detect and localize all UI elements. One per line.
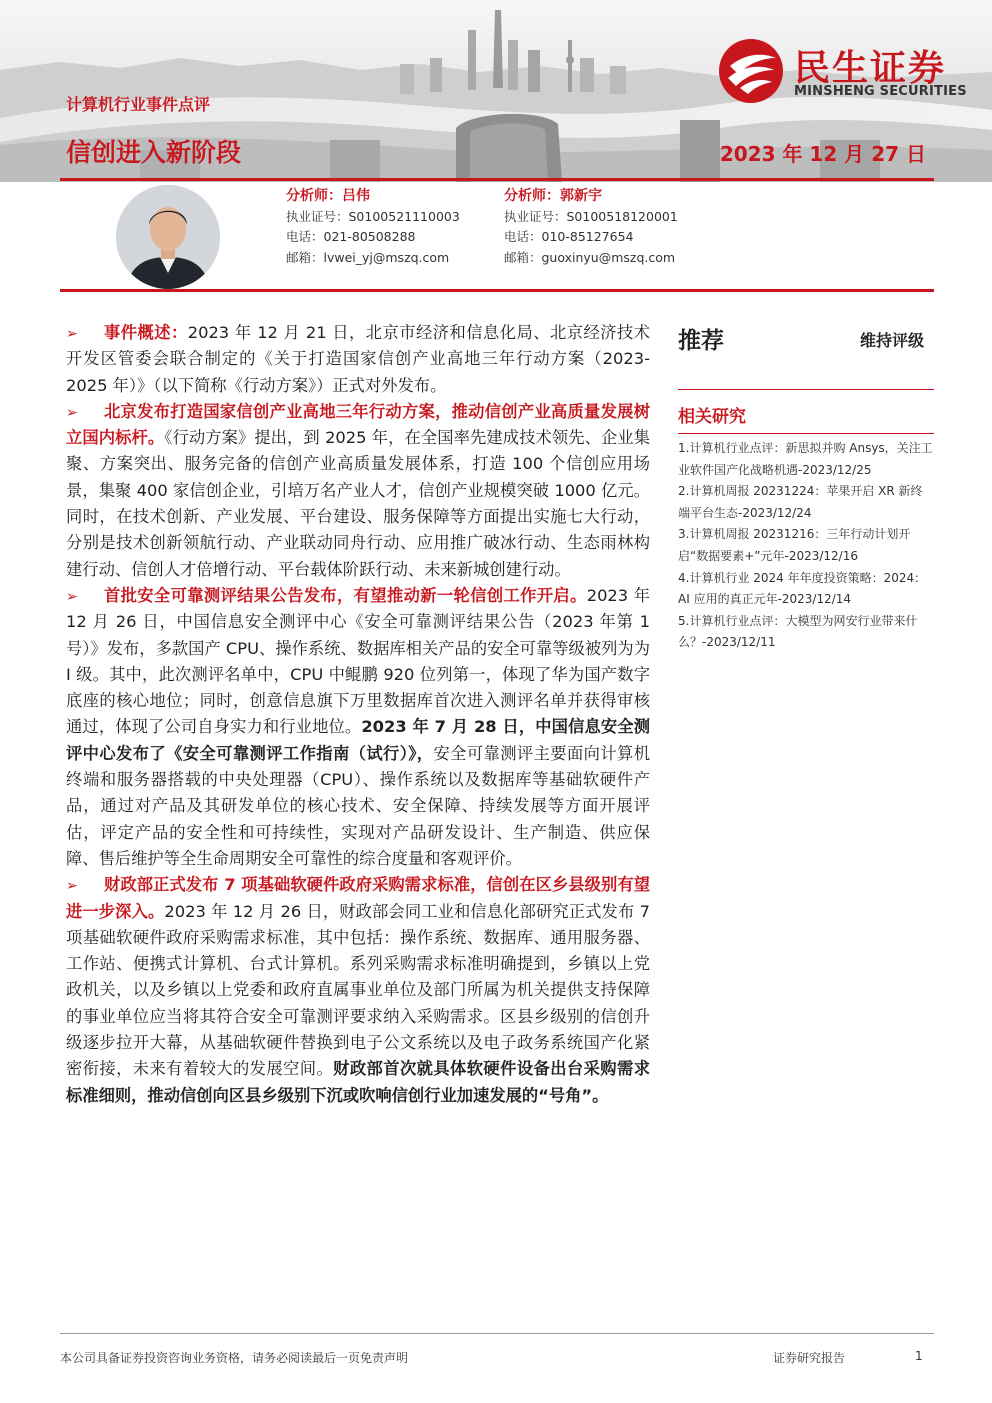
analyst-card — [286, 186, 460, 268]
analyst-divider — [60, 289, 934, 292]
analyst-name: 分析师：吕伟 — [286, 188, 370, 204]
body-paragraph — [66, 872, 650, 1109]
rating-note: 维持评级 — [859, 331, 924, 350]
report-category: 计算机行业事件点评 — [66, 95, 211, 114]
analyst-card — [504, 186, 678, 268]
paragraph-tail: 安全可靠测评主要面向计算机终端和服务器搭载的中央处理器（CPU）、操作系统以及数据库等基础软硬件产品，通过对产品及其研发单位的核心技术、安全保障、持续发展等方面开展评估，评定产品的安全性和可持续性，实现对产品研发设计、生产制造、供应保障、售后维护等全生命周期安全可靠性的综合度量和客观评价。 — [66, 743, 650, 868]
paragraph-emphasis: 2023 年 7 月 28 日，中国信息安全测评中心发布了《安全可靠测评工作指南（试行）》， — [66, 717, 650, 763]
paragraph-emphasis: 财政部首次就具体软硬件设备出台采购需求标准细则，推动信创向区县乡级别下沉或吹响信创行业加速发展的“号角”。 — [66, 1059, 650, 1105]
report-body — [66, 320, 650, 1109]
paragraph-text: 《行动方案》提出，到 2025 年，在全国率先建成技术领先、企业集聚、方案突出、服务完备的信创产业高质量发展体系，打造 100 个信创应用场景，集聚 400 家信创企业，引培万名产业人才，信创产业规模突破 1000 亿元。同时，在技术创新、产业发展、平台建设、服务保障等方面提出实施七大行动，分别是技术创新领航行动、产业联动同舟行动、应用推广破冰行动、生态雨林构建行动、信创人才倍增行动、平台载体阶跃行动、未来新城创建行动。 — [66, 428, 650, 579]
related-item[interactable]: 4.计算机行业 2024 年年度投资策略：2024：AI 应用的真正元年-2023/12/14 — [678, 570, 927, 607]
rating-row — [678, 320, 934, 358]
analyst-email[interactable]: 邮箱：lvwei_yj@mszq.com — [286, 249, 450, 265]
analyst-cert: 执业证号：S0100518120001 — [504, 208, 678, 224]
related-research-title: 相关研究 — [678, 407, 746, 427]
header-divider — [60, 178, 934, 181]
paragraph-lead: 北京发布打造国家信创产业高地三年行动方案，推动信创产业高质量发展树立国内标杆。 — [66, 401, 650, 448]
report-title: 信创进入新阶段 — [66, 138, 242, 167]
paragraph-lead: 财政部正式发布 7 项基础软硬件政府采购需求标准，信创在区乡县级别有望进一步深入。 — [66, 875, 650, 921]
rating-label: 推荐 — [678, 328, 724, 354]
body-paragraph — [66, 320, 650, 399]
arrow-bullet-icon: ➢ — [66, 404, 78, 421]
paragraph-lead: 首批安全可靠测评结果公告发布，有望推动新一轮信创工作开启。 — [104, 585, 587, 605]
related-research-list — [678, 438, 934, 654]
company-logo — [718, 38, 978, 104]
footer-divider — [60, 1333, 934, 1334]
body-paragraph — [66, 399, 650, 583]
person-photo-icon — [116, 185, 220, 289]
analyst-photo — [116, 185, 220, 289]
paragraph-text: 2023 年 12 月 26 日，财政部会同工业和信息化部研究正式发布 7 项基础软硬件政府采购需求标准，其中包括：操作系统、数据库、通用服务器、工作站、便携式计算机、台式计算机。系列采购需求标准明确提到，乡镇以上党政机关，以及乡镇以上党委和政府直属事业单位及部门所属为机关提供支持保障的事业单位应当将其符合安全可靠测评要求纳入采购需求。区县乡级别的信创升级逐步拉开大幕，从基础软硬件替换到电子公文系统以及电子政务系统国产化紧密衔接，未来有着较大的发展空间。 — [66, 901, 650, 1079]
related-item[interactable]: 1.计算机行业点评：新思拟并购 Ansys，关注工业软件国产化战略机遇-2023/12/25 — [678, 441, 933, 477]
analyst-name: 分析师：郭新宇 — [504, 188, 602, 204]
logo-name-en: MINSHENG SECURITIES — [794, 84, 967, 99]
logo-name-cn: 民生证券 — [794, 48, 947, 89]
paragraph-text: 2023 年 12 月 26 日，中国信息安全测评中心《安全可靠测评结果公告（2023 年第 1 号）》发布，多款国产 CPU、操作系统、数据库相关产品的安全可靠等级被列为为 I 级。其中，此次测评名单中，CPU 中鲲鹏 920 位列第一，体现了华为国产数字底座的核心地位；同时，创意信息旗下万里数据库首次进入测评名单并获得审核通过，体现了公司自身实力和行业地位。 — [66, 585, 650, 737]
related-item[interactable]: 5.计算机行业点评：大模型为网安行业带来什么？-2023/12/11 — [678, 613, 918, 650]
minsheng-logo-icon — [718, 38, 784, 104]
sidebar — [678, 320, 934, 654]
page-number: 1 — [915, 1349, 923, 1363]
related-item[interactable]: 2.计算机周报 20231224：苹果开启 XR 新终端平台生态-2023/12/24 — [678, 484, 923, 520]
analyst-phone: 电话：021-80508288 — [286, 229, 416, 244]
related-item[interactable]: 3.计算机周报 20231216：三年行动计划开启“数据要素+”元年-2023/12/16 — [678, 527, 911, 563]
footer-disclaimer: 本公司具备证券投资咨询业务资格，请务必阅读最后一页免责声明 — [60, 1351, 409, 1365]
related-divider — [678, 433, 934, 434]
paragraph-text: 2023 年 12 月 21 日，北京市经济和信息化局、北京经济技术开发区管委会联合制定的《关于打造国家信创产业高地三年行动方案（2023-2025 年）》（以下简称《行动方案》）正式对外发布。 — [66, 323, 650, 395]
body-paragraph — [66, 583, 650, 872]
header-banner — [0, 0, 992, 182]
report-date: 2023 年 12 月 27 日 — [719, 142, 926, 166]
sidebar-divider — [678, 389, 934, 390]
arrow-bullet-icon: ➢ — [66, 588, 78, 605]
analyst-email[interactable]: 邮箱：guoxinyu@mszq.com — [504, 249, 676, 265]
footer-report-type: 证券研究报告 — [773, 1351, 846, 1365]
arrow-bullet-icon: ➢ — [66, 326, 78, 342]
arrow-bullet-icon: ➢ — [66, 878, 78, 895]
analyst-phone: 电话：010-85127654 — [504, 229, 634, 244]
paragraph-lead: 事件概述： — [104, 323, 188, 342]
analyst-cert: 执业证号：S0100521110003 — [286, 208, 460, 224]
